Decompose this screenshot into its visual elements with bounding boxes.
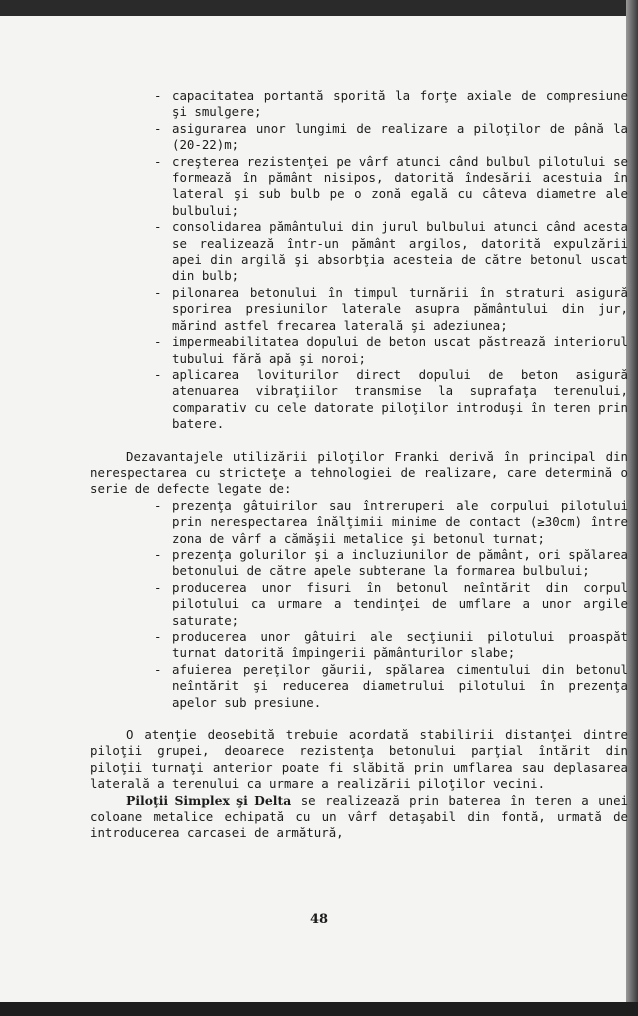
list-item: - producerea unor gâtuiri ale secţiunii pilotului proaspăt turnat datorită împingerii pământurilor slabe;	[90, 629, 628, 662]
disadvantages-intro: Dezavantajele utilizării piloţilor Franki derivă în principal din nerespectarea cu stricteţe a tehnologiei de realizare, care determină o serie de defecte legate de:	[90, 448, 628, 497]
scan-bottom-border	[0, 1002, 638, 1016]
simplex-delta-text: se realizează prin baterea în teren a unei coloane metalice echipată cu un vârf detaşabil din fontă, urmată de introducerea carcasei de armătură,	[90, 792, 628, 841]
list-item: - prezenţa gâtuirilor sau întreruperi ale corpului pilotului prin nerespectarea înălţimii minime de contact (≥30cm) între zona de vârf a cămăşii metalice şi betonul turnat;	[90, 498, 628, 547]
advantages-list	[90, 88, 628, 433]
list-item: - impermeabilitatea dopului de beton uscat păstrează interiorul tubului fără apă şi noroi;	[90, 334, 628, 367]
list-item: - asigurarea unor lungimi de realizare a piloţilor de până la (20-22)m;	[90, 121, 628, 154]
list-item: - afuierea pereţilor găurii, spălarea cimentului din betonul neîntărit şi reducerea diametrului pilotului în prezenţa apelor sub presiune.	[90, 662, 628, 711]
list-item: - creşterea rezistenţei pe vârf atunci când bulbul pilotului se formează în pământ nisipos, datorită îndesării acestuia în lateral şi sub bulb pe o zonă egală cu câteva diametre ale bulbului;	[90, 154, 628, 220]
scan-top-border	[0, 0, 638, 16]
list-item: - aplicarea loviturilor direct dopului de beton asigură atenuarea vibraţiilor transmise la suprafaţa terenului, comparativ cu cele datorate piloţilor introduşi în teren prin batere.	[90, 367, 628, 433]
list-item: - prezenţa golurilor şi a incluziunilor de pământ, ori spălarea betonului de către apele subterane la formarea bulbului;	[90, 547, 628, 580]
list-item: - capacitatea portantă sporită la forţe axiale de compresiune şi smulgere;	[90, 88, 628, 121]
simplex-delta-paragraph	[90, 793, 628, 842]
simplex-delta-heading: Piloţii Simplex şi Delta	[126, 792, 292, 808]
page-body	[90, 88, 628, 842]
page-number: 48	[309, 912, 329, 927]
list-item: - consolidarea pământului din jurul bulbului atunci când acesta se realizează într-un pământ argilos, datorită expulzării apei din argilă şi absorbţia acesteia de către betonul uscat din bulb;	[90, 219, 628, 285]
spacing-paragraph: O atenţie deosebită trebuie acordată stabilirii distanţei dintre piloţii grupei, deoarece rezistenţa betonului parţial întărit din piloţii turnaţi anterior poate fi slăbită prin umflarea sau deplasarea laterală a terenului ca urmare a realizării piloţilor vecini.	[90, 727, 628, 792]
list-item: - producerea unor fisuri în betonul neîntărit din corpul pilotului ca urmare a tendinţei de umflare a unor argile saturate;	[90, 580, 628, 629]
list-item: - pilonarea betonului în timpul turnării în straturi asigură sporirea presiunilor laterale asupra pământului din jur, mărind astfel frecarea laterală şi adeziunea;	[90, 285, 628, 334]
defects-list	[90, 498, 628, 711]
